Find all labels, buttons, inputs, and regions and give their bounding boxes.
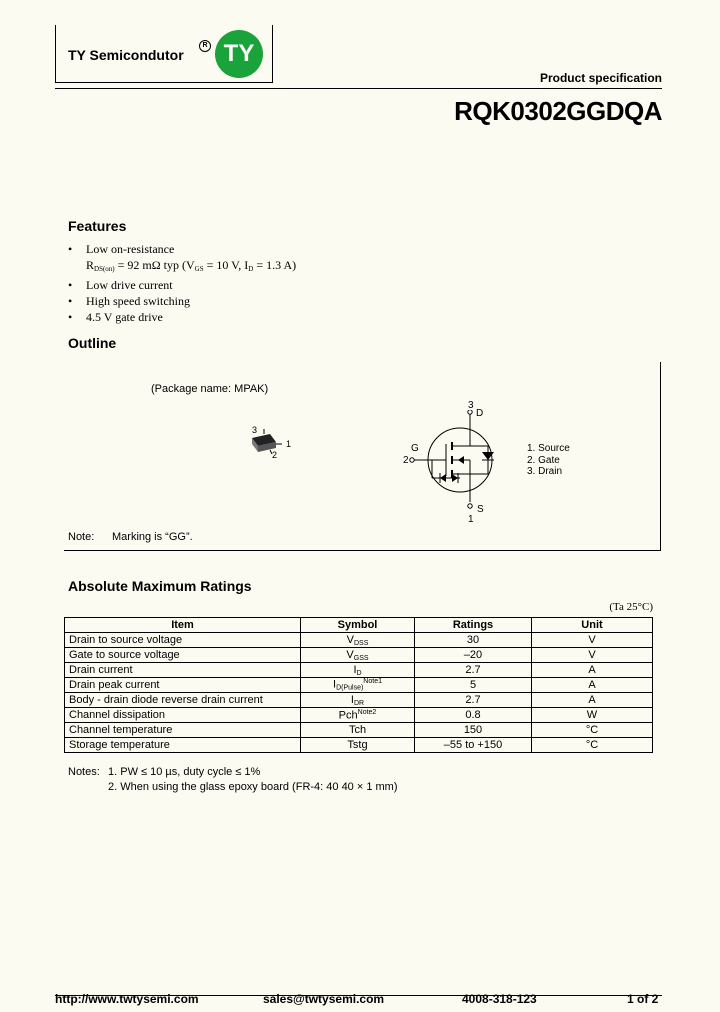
registered-mark: R xyxy=(199,40,211,52)
cell-symbol: $I_D$ xyxy=(301,663,415,678)
footer-phone: 4008-318-123 xyxy=(462,992,537,1006)
footer-url[interactable]: http://www.twtysemi.com xyxy=(55,992,199,1006)
cell-symbol: $I_{D(Pulse)}^{Note1}$ xyxy=(301,678,415,693)
cell-item: Drain to source voltage xyxy=(65,633,301,648)
pkg-pin3: 3 xyxy=(252,425,258,435)
cell-item: Channel dissipation xyxy=(65,708,301,723)
table-row xyxy=(65,678,653,693)
symbol-source-label: S xyxy=(477,504,484,515)
footer-page: 1 of 2 xyxy=(627,992,659,1006)
cell-unit: A xyxy=(532,663,653,678)
symbol-drain-num: 3 xyxy=(468,400,474,411)
part-number: RQK0302GGDQA xyxy=(454,96,662,126)
cell-rating: –55 to +150 xyxy=(415,738,532,753)
cell-rating: –20 xyxy=(415,648,532,663)
cell-unit: W xyxy=(532,708,653,723)
cell-symbol: $I_{DR}$ xyxy=(301,693,415,708)
features-title: Features xyxy=(68,218,127,234)
table-row xyxy=(65,663,653,678)
cell-rating: 5 xyxy=(415,678,532,693)
table-header-row xyxy=(65,618,653,633)
ty-logo: TY xyxy=(215,30,263,78)
cell-unit: °C xyxy=(532,723,653,738)
table-row xyxy=(65,633,653,648)
ratings-table xyxy=(64,617,653,753)
cell-item: Body - drain diode reverse drain current xyxy=(65,693,301,708)
features-list xyxy=(68,241,296,325)
cell-item: Channel temperature xyxy=(65,723,301,738)
table-row xyxy=(65,723,653,738)
mosfet-symbol xyxy=(400,410,510,510)
symbol-gate-label: G xyxy=(411,443,419,454)
pin-legend-item: 1. Source xyxy=(527,443,570,454)
company-name: TY Semicondutor xyxy=(68,47,184,63)
cell-rating: 2.7 xyxy=(415,693,532,708)
cell-rating: 2.7 xyxy=(415,663,532,678)
package-name: (Package name: MPAK) xyxy=(151,383,269,395)
cell-unit: °C xyxy=(532,738,653,753)
notes-label: Notes: xyxy=(68,766,100,778)
note-2: 2. When using the glass epoxy board (FR-4: 40 40 × 1 mm) xyxy=(108,781,398,793)
symbol-source-num: 1 xyxy=(468,514,474,525)
note-1: 1. PW ≤ 10 µs, duty cycle ≤ 1% xyxy=(108,766,261,778)
cell-item: Storage temperature xyxy=(65,738,301,753)
feature-item: • High speed switching xyxy=(68,293,296,309)
outline-title: Outline xyxy=(68,335,117,351)
cell-item: Gate to source voltage xyxy=(65,648,301,663)
feature-item: • Low drive current xyxy=(68,277,296,293)
cell-rating: 0.8 xyxy=(415,708,532,723)
cell-rating: 150 xyxy=(415,723,532,738)
col-symbol: Symbol xyxy=(301,618,415,633)
feature-rds-line: $R_{DS(on)} = 92$ mΩ typ ($V_{GS} = 10$ V, $I_D = 1.3$ A) xyxy=(86,258,297,273)
cell-item: Drain current xyxy=(65,663,301,678)
cell-symbol: $V_{DSS}$ xyxy=(301,633,415,648)
cell-unit: V xyxy=(532,633,653,648)
pin-legend-item: 3. Drain xyxy=(527,466,563,477)
pkg-pin2: 2 xyxy=(272,450,278,460)
cell-item: Drain peak current xyxy=(65,678,301,693)
cell-symbol: Pch$^{Note2}$ xyxy=(301,708,415,723)
col-item: Item xyxy=(65,618,301,633)
cell-unit: A xyxy=(532,678,653,693)
cell-symbol: Tstg xyxy=(301,738,415,753)
cell-unit: A xyxy=(532,693,653,708)
pin-legend-item: 2. Gate xyxy=(527,454,560,466)
ratings-condition: (Ta 25°C) xyxy=(609,601,653,613)
marking-note-label: Note: xyxy=(68,531,95,543)
cell-symbol: $V_{GSS}$ xyxy=(301,648,415,663)
table-row xyxy=(65,693,653,708)
pkg-pin1: 1 xyxy=(286,439,292,449)
pin-legend xyxy=(527,443,570,478)
header-divider xyxy=(55,88,662,89)
table-row xyxy=(65,738,653,753)
col-ratings: Ratings xyxy=(415,618,532,633)
cell-rating: 30 xyxy=(415,633,532,648)
feature-item: • Low on-resistance xyxy=(68,241,296,257)
marking-note-text: Marking is “GG”. xyxy=(112,531,193,543)
table-row xyxy=(65,708,653,723)
col-unit: Unit xyxy=(532,618,653,633)
ratings-title: Absolute Maximum Ratings xyxy=(68,578,252,594)
feature-item: • 4.5 V gate drive xyxy=(68,309,296,325)
footer-email[interactable]: sales@twtysemi.com xyxy=(263,992,385,1006)
symbol-gate-num: 2 xyxy=(403,455,409,466)
product-spec-label: Product specification xyxy=(539,71,662,85)
table-row xyxy=(65,648,653,663)
cell-unit: V xyxy=(532,648,653,663)
cell-symbol: Tch xyxy=(301,723,415,738)
symbol-drain-label: D xyxy=(476,408,484,419)
